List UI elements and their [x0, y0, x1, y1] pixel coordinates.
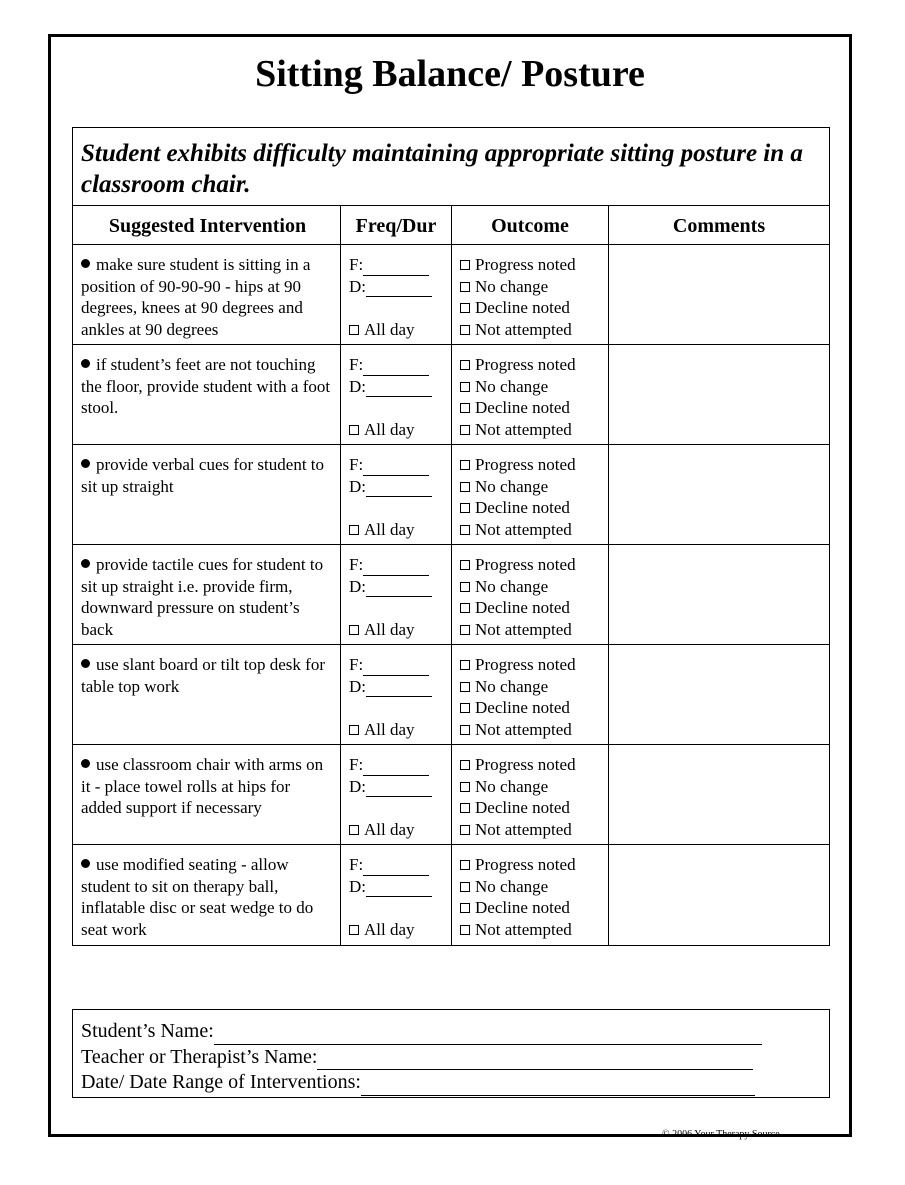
outcome-option[interactable] — [460, 576, 608, 598]
frequency-field[interactable] — [363, 661, 429, 676]
duration-line — [349, 276, 451, 298]
outcome-checkbox[interactable] — [460, 882, 470, 892]
outcome-option[interactable] — [460, 854, 608, 876]
outcome-option[interactable] — [460, 354, 608, 376]
frequency-label: F: — [349, 755, 364, 774]
bullet-icon — [81, 259, 90, 268]
all-day-checkbox[interactable] — [349, 325, 359, 335]
duration-line — [349, 676, 451, 698]
outcome-checkbox[interactable] — [460, 703, 470, 713]
outcome-option[interactable] — [460, 876, 608, 898]
outcome-checkbox[interactable] — [460, 260, 470, 270]
all-day-label: All day — [364, 820, 415, 839]
outcome-option[interactable] — [460, 697, 608, 719]
frequency-field[interactable] — [363, 261, 429, 276]
duration-field[interactable] — [366, 582, 432, 597]
outcome-option[interactable] — [460, 554, 608, 576]
outcome-label: No change — [475, 776, 549, 796]
outcome-option[interactable] — [460, 676, 608, 698]
outcome-label: Not attempted — [475, 819, 572, 839]
outcome-cell — [452, 245, 609, 344]
outcome-checkbox[interactable] — [460, 503, 470, 513]
frequency-field[interactable] — [363, 561, 429, 576]
outcome-checkbox[interactable] — [460, 860, 470, 870]
duration-label: D: — [349, 376, 366, 396]
frequency-line — [349, 754, 451, 776]
table-row — [73, 845, 829, 945]
outcome-checkbox[interactable] — [460, 282, 470, 292]
frequency-label: F: — [349, 555, 364, 574]
intervention-table — [72, 127, 830, 946]
outcome-option[interactable] — [460, 754, 608, 776]
all-day-option[interactable] — [349, 719, 415, 741]
header-outcome: Outcome — [452, 206, 609, 244]
problem-statement: Student exhibits difficulty maintaining appropriate sitting posture in a classroom chair. — [73, 128, 829, 206]
outcome-cell — [452, 345, 609, 444]
outcome-checkbox[interactable] — [460, 303, 470, 313]
all-day-checkbox[interactable] — [349, 825, 359, 835]
outcome-label: Progress noted — [475, 755, 576, 774]
outcome-option[interactable] — [460, 376, 608, 398]
duration-label: D: — [349, 676, 366, 696]
all-day-checkbox[interactable] — [349, 925, 359, 935]
outcome-checkbox[interactable] — [460, 325, 470, 335]
outcome-label: Not attempted — [475, 419, 572, 439]
all-day-checkbox[interactable] — [349, 625, 359, 635]
outcome-label: Not attempted — [475, 619, 572, 639]
freq-dur-cell — [341, 545, 452, 644]
comments-cell[interactable] — [609, 445, 829, 544]
table-row — [73, 645, 829, 745]
outcome-option[interactable] — [460, 519, 608, 541]
table-header — [73, 206, 829, 245]
intervention-cell — [73, 845, 341, 945]
outcome-checkbox[interactable] — [460, 725, 470, 735]
intervention-text: make sure student is sitting in a position of 90-90-90 - hips at 90 degrees, knees at 90 degrees and ankles at 90 degrees — [81, 255, 311, 339]
outcome-checkbox[interactable] — [460, 825, 470, 835]
outcome-option[interactable] — [460, 654, 608, 676]
frequency-label: F: — [349, 455, 364, 474]
outcome-label: Decline noted — [475, 398, 570, 418]
intervention-cell — [73, 345, 341, 444]
frequency-field[interactable] — [363, 761, 429, 776]
outcome-option[interactable] — [460, 919, 608, 941]
all-day-label: All day — [364, 920, 415, 939]
outcome-label: Progress noted — [475, 855, 576, 874]
outcome-option[interactable] — [460, 819, 608, 841]
frequency-line — [349, 654, 451, 676]
comments-cell[interactable] — [609, 745, 829, 844]
all-day-checkbox[interactable] — [349, 525, 359, 535]
frequency-field[interactable] — [363, 861, 429, 876]
outcome-checkbox[interactable] — [460, 782, 470, 792]
table-row — [73, 345, 829, 445]
duration-field[interactable] — [366, 282, 432, 297]
frequency-label: F: — [349, 655, 364, 674]
all-day-option[interactable] — [349, 419, 415, 441]
outcome-label: Progress noted — [475, 355, 576, 374]
comments-cell[interactable] — [609, 645, 829, 744]
freq-dur-cell — [341, 245, 452, 344]
duration-field[interactable] — [366, 382, 432, 397]
intervention-text: use slant board or tilt top desk for table top work — [81, 655, 325, 696]
outcome-label: Progress noted — [475, 555, 576, 574]
outcome-option[interactable] — [460, 254, 608, 276]
outcome-checkbox[interactable] — [460, 425, 470, 435]
bullet-icon — [81, 559, 90, 568]
outcome-label: Decline noted — [475, 598, 570, 618]
freq-dur-cell — [341, 345, 452, 444]
frequency-label: F: — [349, 355, 364, 374]
all-day-option[interactable] — [349, 319, 415, 341]
outcome-checkbox[interactable] — [460, 403, 470, 413]
outcome-label: Decline noted — [475, 898, 570, 918]
copyright: © 2006 Your Therapy Source — [662, 1129, 780, 1140]
outcome-option[interactable] — [460, 776, 608, 798]
outcome-checkbox[interactable] — [460, 482, 470, 492]
freq-dur-cell — [341, 445, 452, 544]
outcome-option[interactable] — [460, 719, 608, 741]
duration-line — [349, 776, 451, 798]
frequency-field[interactable] — [363, 461, 429, 476]
outcome-checkbox[interactable] — [460, 582, 470, 592]
outcome-label: Progress noted — [475, 255, 576, 274]
duration-line — [349, 376, 451, 398]
bullet-icon — [81, 859, 90, 868]
outcome-option[interactable] — [460, 797, 608, 819]
intervention-text: use modified seating - allow student to sit on therapy ball, inflatable disc or seat wedge to do seat work — [81, 855, 314, 939]
duration-field[interactable] — [366, 682, 432, 697]
outcome-option[interactable] — [460, 297, 608, 319]
outcome-cell — [452, 445, 609, 544]
all-day-checkbox[interactable] — [349, 725, 359, 735]
table-row — [73, 545, 829, 645]
outcome-checkbox[interactable] — [460, 603, 470, 613]
outcome-label: Progress noted — [475, 655, 576, 674]
duration-field[interactable] — [366, 782, 432, 797]
comments-cell[interactable] — [609, 245, 829, 344]
outcome-checkbox[interactable] — [460, 682, 470, 692]
outcome-option[interactable] — [460, 619, 608, 641]
duration-line — [349, 576, 451, 598]
outcome-label: No change — [475, 676, 549, 696]
all-day-option[interactable] — [349, 619, 415, 641]
frequency-line — [349, 354, 451, 376]
frequency-line — [349, 454, 451, 476]
outcome-option[interactable] — [460, 597, 608, 619]
outcome-label: Decline noted — [475, 698, 570, 718]
outcome-checkbox[interactable] — [460, 460, 470, 470]
student-name-label: Student’s Name: — [81, 1020, 214, 1042]
outcome-checkbox[interactable] — [460, 803, 470, 813]
duration-field[interactable] — [366, 482, 432, 497]
duration-line — [349, 876, 451, 898]
frequency-line — [349, 854, 451, 876]
all-day-label: All day — [364, 720, 415, 739]
outcome-label: Decline noted — [475, 798, 570, 818]
header-intervention: Suggested Intervention — [73, 206, 341, 244]
teacher-name-label: Teacher or Therapist’s Name: — [81, 1045, 318, 1068]
all-day-label: All day — [364, 520, 415, 539]
teacher-name-line — [81, 1045, 829, 1071]
bullet-icon — [81, 459, 90, 468]
outcome-checkbox[interactable] — [460, 903, 470, 913]
outcome-label: No change — [475, 876, 549, 896]
outcome-option[interactable] — [460, 276, 608, 298]
outcome-label: Progress noted — [475, 455, 576, 474]
comments-cell[interactable] — [609, 345, 829, 444]
freq-dur-cell — [341, 645, 452, 744]
table-row — [73, 445, 829, 545]
table-row — [73, 745, 829, 845]
student-name-field[interactable] — [214, 1026, 762, 1045]
teacher-name-field[interactable] — [317, 1051, 753, 1070]
outcome-label: No change — [475, 376, 549, 396]
intervention-cell — [73, 745, 341, 844]
outcome-cell — [452, 545, 609, 644]
all-day-checkbox[interactable] — [349, 425, 359, 435]
all-day-label: All day — [364, 320, 415, 339]
outcome-checkbox[interactable] — [460, 625, 470, 635]
outcome-label: Not attempted — [475, 919, 572, 939]
outcome-checkbox[interactable] — [460, 382, 470, 392]
frequency-line — [349, 554, 451, 576]
all-day-label: All day — [364, 620, 415, 639]
bullet-icon — [81, 659, 90, 668]
bullet-icon — [81, 359, 90, 368]
frequency-label: F: — [349, 855, 364, 874]
comments-cell[interactable] — [609, 545, 829, 644]
frequency-field[interactable] — [363, 361, 429, 376]
intervention-cell — [73, 645, 341, 744]
frequency-label: F: — [349, 255, 364, 274]
intervention-text: provide tactile cues for student to sit up straight i.e. provide firm, downward pressure on student’s back — [81, 555, 324, 639]
outcome-label: Not attempted — [475, 319, 572, 339]
date-range-label: Date/ Date Range of Interventions: — [81, 1071, 361, 1093]
duration-label: D: — [349, 476, 366, 496]
page-title: Sitting Balance/ Posture — [255, 53, 645, 95]
intervention-text: use classroom chair with arms on it - place towel rolls at hips for added support if necessary — [81, 755, 324, 818]
outcome-option[interactable] — [460, 397, 608, 419]
outcome-checkbox[interactable] — [460, 660, 470, 670]
duration-label: D: — [349, 776, 366, 796]
comments-cell[interactable] — [609, 845, 829, 945]
outcome-option[interactable] — [460, 419, 608, 441]
duration-label: D: — [349, 576, 366, 596]
outcome-checkbox[interactable] — [460, 360, 470, 370]
student-name-line — [81, 1019, 829, 1045]
outcome-label: Decline noted — [475, 298, 570, 318]
intervention-cell — [73, 245, 341, 344]
outcome-label: Not attempted — [475, 519, 572, 539]
outcome-label: No change — [475, 276, 549, 296]
outcome-checkbox[interactable] — [460, 560, 470, 570]
all-day-label: All day — [364, 420, 415, 439]
outcome-option[interactable] — [460, 476, 608, 498]
duration-line — [349, 476, 451, 498]
intervention-cell — [73, 445, 341, 544]
outcome-option[interactable] — [460, 454, 608, 476]
duration-label: D: — [349, 276, 366, 296]
duration-label: D: — [349, 876, 366, 896]
header-comments: Comments — [672, 215, 766, 237]
header-freq: Freq/Dur — [341, 206, 452, 244]
freq-dur-cell — [341, 845, 452, 945]
outcome-cell — [452, 845, 609, 945]
outcome-option[interactable] — [460, 497, 608, 519]
frequency-line — [349, 254, 451, 276]
intervention-cell — [73, 545, 341, 644]
outcome-checkbox[interactable] — [460, 525, 470, 535]
date-range-field[interactable] — [361, 1077, 755, 1096]
table-row — [73, 245, 829, 345]
signature-box — [72, 1009, 830, 1098]
outcome-option[interactable] — [460, 897, 608, 919]
freq-dur-cell — [341, 745, 452, 844]
intervention-text: provide verbal cues for student to sit up straight — [81, 455, 325, 496]
all-day-option[interactable] — [349, 519, 415, 541]
all-day-option[interactable] — [349, 919, 415, 941]
outcome-label: No change — [475, 476, 549, 496]
outcome-label: Decline noted — [475, 498, 570, 518]
bullet-icon — [81, 759, 90, 768]
duration-field[interactable] — [366, 882, 432, 897]
date-range-line — [81, 1070, 829, 1096]
outcome-label: Not attempted — [475, 719, 572, 739]
outcome-label: No change — [475, 576, 549, 596]
intervention-text: if student’s feet are not touching the floor, provide student with a foot stool. — [81, 355, 331, 418]
outcome-checkbox[interactable] — [460, 925, 470, 935]
outcome-cell — [452, 745, 609, 844]
all-day-option[interactable] — [349, 819, 415, 841]
outcome-option[interactable] — [460, 319, 608, 341]
outcome-checkbox[interactable] — [460, 760, 470, 770]
outcome-cell — [452, 645, 609, 744]
